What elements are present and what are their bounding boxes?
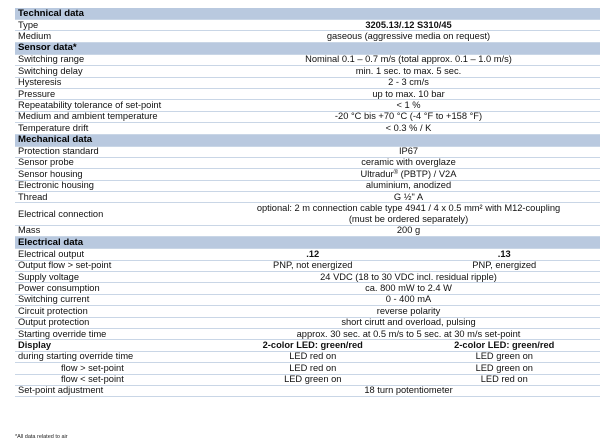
row-value: 2 - 3 cm/s [217,77,600,88]
row-value-13: LED green on [409,351,600,362]
row-label: Display [15,340,217,351]
table-row [15,317,600,328]
section-title: Technical data [15,8,600,20]
row-value: ca. 800 mW to 2.4 W [217,283,600,294]
table-row [15,180,600,191]
row-label: Electrical output [15,249,217,260]
table-row [15,123,600,134]
row-value-13: PNP, energized [409,260,600,271]
row-value-12: LED green on [217,374,409,385]
row-label: Type [15,20,217,31]
row-value: min. 1 sec. to max. 5 sec. [217,66,600,77]
table-row [15,100,600,111]
spec-table [15,8,600,397]
row-label: during starting override time [15,351,217,362]
table-row [15,20,600,31]
row-label: Output flow > set-point [15,260,217,271]
section-title: Electrical data [15,237,600,249]
row-value: 18 turn potentiometer [217,385,600,396]
row-label: Medium [15,31,217,42]
row-label: Power consumption [15,283,217,294]
table-row [15,225,600,236]
row-value: IP67 [217,146,600,157]
connection-line-2: (must be ordered separately) [348,214,469,225]
footnote: *All data related to air [15,434,68,440]
table-row [15,157,600,168]
row-label: Mass [15,225,217,236]
row-label: Electrical connection [15,203,217,225]
section-header-sensor [15,42,600,54]
row-value-12: LED red on [217,363,409,374]
table-row [15,272,600,283]
row-label: Repeatability tolerance of set-point [15,100,217,111]
table-row [15,306,600,317]
row-label: Protection standard [15,146,217,157]
row-label: flow < set-point [15,374,217,385]
row-label: Hysteresis [15,77,217,88]
table-row [15,54,600,65]
row-label: Starting override time [15,328,217,339]
table-row [15,374,600,385]
table-row [15,77,600,88]
row-label: Switching delay [15,66,217,77]
housing-material: Ultradur [360,168,394,179]
section-header-mechanical [15,134,600,146]
row-value: reverse polarity [217,306,600,317]
row-value: G ½" A [217,192,600,203]
row-label: Temperature drift [15,123,217,134]
column-header-12: .12 [217,249,409,260]
row-label: flow > set-point [15,363,217,374]
row-label: Sensor housing [15,169,217,180]
row-value: short cirutt and overload, pulsing [217,317,600,328]
table-row [15,111,600,122]
column-header-13: .13 [409,249,600,260]
row-value [217,169,600,180]
table-row [15,169,600,180]
table-row [15,66,600,77]
row-label: Sensor probe [15,157,217,168]
row-value: up to max. 10 bar [217,88,600,99]
table-row [15,385,600,396]
row-label: Thread [15,192,217,203]
section-header-technical [15,8,600,20]
row-label: Output protection [15,317,217,328]
row-label: Electronic housing [15,180,217,191]
table-row [15,203,600,225]
row-value: aluminium, anodized [217,180,600,191]
connection-line-1: optional: 2 m connection cable type 4941 / 4 x 0.5 mm² with M12-coupling [256,203,561,214]
row-value: -20 °C bis +70 °C (-4 °F to +158 °F) [217,111,600,122]
row-value-13: LED green on [409,363,600,374]
table-row [15,340,600,351]
row-value [217,203,600,225]
row-value: 0 - 400 mA [217,294,600,305]
table-row [15,283,600,294]
row-value: 24 VDC (18 to 30 VDC incl. residual ripple) [217,272,600,283]
table-row [15,363,600,374]
section-title: Mechanical data [15,134,600,146]
table-row [15,249,600,260]
housing-material-suffix: (PBTP) / V2A [398,168,457,179]
table-row [15,294,600,305]
row-value-13: LED red on [409,374,600,385]
registered-mark: ® [393,169,399,176]
row-value: < 1 % [217,100,600,111]
row-value: ceramic with overglaze [217,157,600,168]
row-label: Circuit protection [15,306,217,317]
row-label: Switching range [15,54,217,65]
section-header-electrical [15,237,600,249]
row-value: < 0.3 % / K [217,123,600,134]
table-row [15,146,600,157]
row-value-12: PNP, not energized [217,260,409,271]
table-row [15,328,600,339]
row-label: Set-point adjustment [15,385,217,396]
row-label: Medium and ambient temperature [15,111,217,122]
row-value-12: LED red on [217,351,409,362]
row-label: Supply voltage [15,272,217,283]
row-value: Nominal 0.1 – 0.7 m/s (total approx. 0.1 – 1.0 m/s) [217,54,600,65]
table-row [15,88,600,99]
row-label: Switching current [15,294,217,305]
row-value: gaseous (aggressive media on request) [217,31,600,42]
table-row [15,31,600,42]
row-value-12: 2-color LED: green/red [217,340,409,351]
table-row [15,351,600,362]
row-value: approx. 30 sec. at 0.5 m/s to 5 sec. at 30 m/s set-point [217,328,600,339]
table-row [15,260,600,271]
row-label: Pressure [15,88,217,99]
row-value: 3205.13/.12 S310/45 [217,20,600,31]
section-title: Sensor data* [15,42,600,54]
row-value: 200 g [217,225,600,236]
row-value-13: 2-color LED: green/red [409,340,600,351]
table-row [15,192,600,203]
